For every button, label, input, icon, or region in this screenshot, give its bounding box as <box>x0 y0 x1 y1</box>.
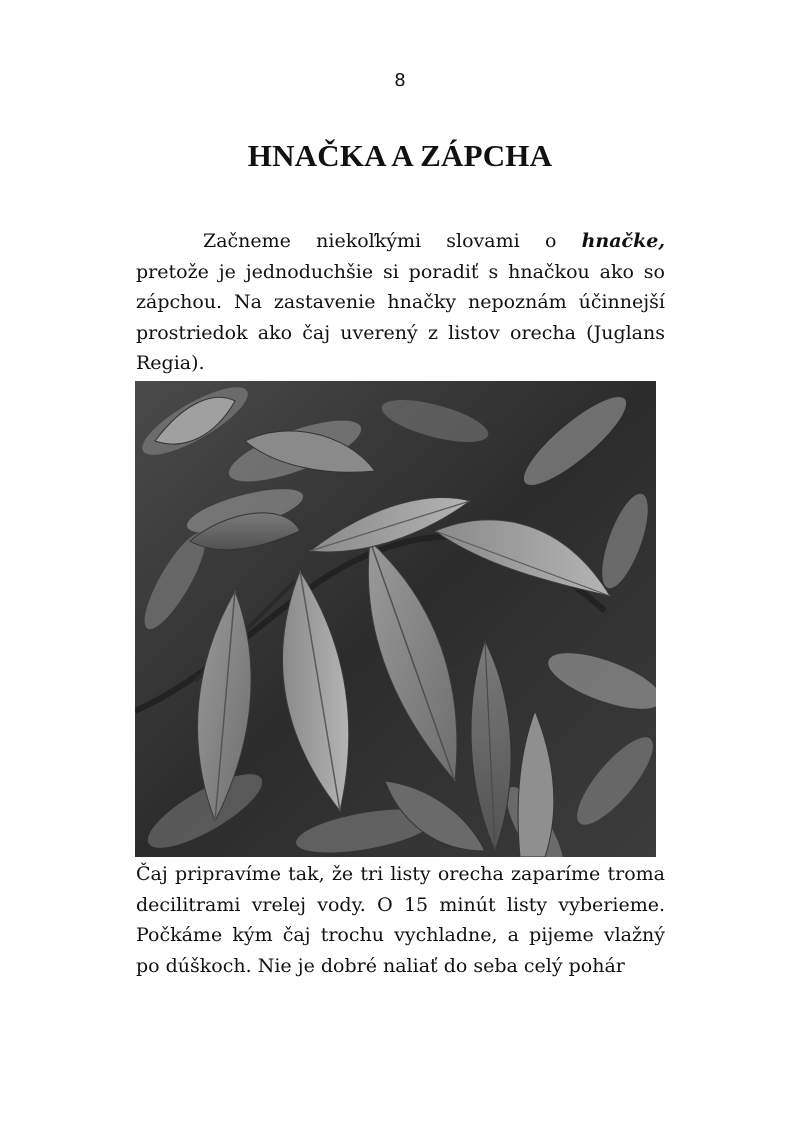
page-number: 8 <box>394 70 406 91</box>
walnut-leaves-photo <box>135 381 656 857</box>
intro-emphasis: hnačke, <box>581 230 665 252</box>
intro-text-rest: pretože je jednoduchšie si poradiť s hnačkou ako so zápchou. Na zastavenie hnačky nepoznám účinnejší prostriedok ako čaj uverený z listov orecha (Juglans Regia). <box>136 260 665 374</box>
intro-text-start: Začneme niekoľkými slovami o <box>203 230 582 252</box>
intro-paragraph <box>136 226 665 379</box>
continuation-paragraph: Čaj pripravíme tak, že tri listy orecha zaparíme troma decilitrami vrelej vody. O 15 minút listy vyberieme. Počkáme kým čaj trochu vychladne, a pijeme vlažný po dúškoch. Nie je dobré naliať do seba celý pohár <box>136 863 665 977</box>
chapter-title: HNAČKA A ZÁPCHA <box>247 138 553 173</box>
